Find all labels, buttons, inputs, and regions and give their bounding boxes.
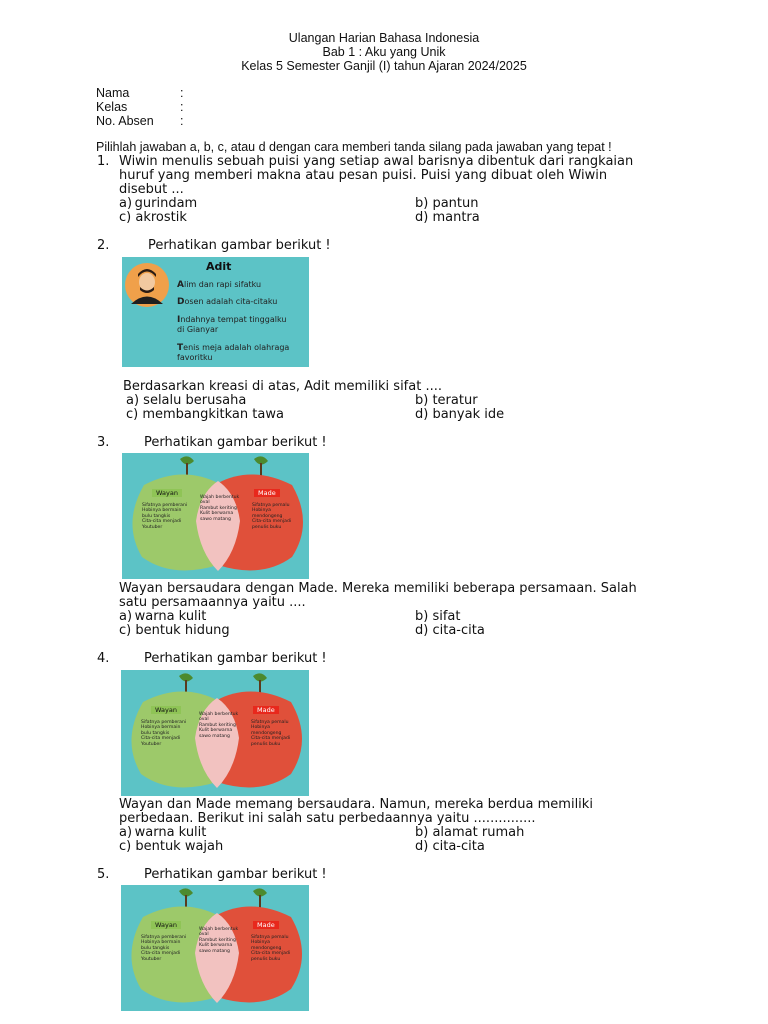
made-traits	[251, 720, 297, 747]
shared-traits	[199, 712, 239, 739]
identity-absen	[96, 114, 183, 128]
venn-apple-image	[121, 885, 309, 1011]
question-text: Wayan dan Made memang bersaudara. Namun, mereka berdua memiliki	[119, 797, 593, 812]
question-number: 4.	[97, 651, 110, 666]
option-a[interactable]: a) warna kulit	[119, 825, 207, 840]
identity-kelas	[96, 100, 183, 114]
poem-line: di Gianyar	[177, 325, 219, 334]
shared-traits	[199, 927, 239, 954]
adit-poem-image	[122, 257, 309, 367]
trait-item: Rambut keriting	[199, 937, 236, 943]
trait-item: Kulit berwarna sawo matang	[200, 511, 234, 522]
option-d[interactable]: d) cita-cita	[415, 839, 485, 854]
question-text: satu persamaannya yaitu ....	[119, 595, 306, 610]
question-text: Wiwin menulis sebuah puisi yang setiap awal barisnya dibentuk dari rangkaian	[119, 154, 634, 169]
trait-item: Kulit berwarna sawo matang	[199, 943, 233, 954]
identity-label: Nama	[96, 86, 130, 100]
option-a[interactable]: a) gurindam	[119, 196, 198, 211]
identity-colon: :	[180, 86, 184, 100]
trait-item: Hobinya mendongeng	[251, 725, 282, 736]
question-text: Berdasarkan kreasi di atas, Adit memiliki sifat ....	[123, 379, 442, 394]
doc-class-info: Kelas 5 Semester Ganjil (I) tahun Ajaran 2024/2025	[241, 59, 527, 73]
option-b[interactable]: b) teratur	[415, 393, 478, 408]
made-label: Made	[253, 706, 279, 714]
trait-item: Sifatnya pemalu	[252, 503, 290, 508]
trait-item: Hobinya mendongeng	[251, 940, 282, 951]
trait-item: Rambut keriting	[199, 722, 236, 728]
question-number: 5.	[97, 867, 110, 882]
identity-label: No. Absen	[96, 114, 154, 128]
wayan-traits	[142, 503, 190, 530]
instruction: Pilihlah jawaban a, b, c, atau d dengan cara memberi tanda silang pada jawaban yang tepat !	[96, 140, 612, 154]
question-text: perbedaan. Berikut ini salah satu perbedaannya yaitu ...............	[119, 811, 536, 826]
wayan-label: Wayan	[151, 706, 181, 714]
made-traits	[252, 503, 298, 530]
wayan-traits	[141, 935, 189, 962]
venn-apple-image	[122, 453, 309, 579]
option-a[interactable]: a) selalu berusaha	[126, 393, 247, 408]
wayan-label: Wayan	[151, 921, 181, 929]
made-label: Made	[254, 489, 280, 497]
wayan-label: Wayan	[152, 489, 182, 497]
option-b[interactable]: b) pantun	[415, 196, 479, 211]
option-c[interactable]: c) bentuk wajah	[119, 839, 224, 854]
trait-item: Hobinya mendongeng	[252, 508, 283, 519]
wayan-traits	[141, 720, 189, 747]
trait-item: Cita-cita menjadi Youtuber	[142, 519, 182, 530]
doc-title: Ulangan Harian Bahasa Indonesia	[288, 31, 480, 45]
poem-line: favoritku	[177, 353, 213, 362]
poem-line: Indahnya tempat tinggalku	[177, 315, 287, 325]
identity-colon: :	[180, 114, 184, 128]
identity-label: Kelas	[96, 100, 128, 114]
option-c[interactable]: c) membangkitkan tawa	[126, 407, 284, 422]
question-text: Wayan bersaudara dengan Made. Mereka memiliki beberapa persamaan. Salah	[119, 581, 637, 596]
poem-title: Adit	[206, 260, 232, 273]
trait-item: Cita-cita menjadi penulis buku	[251, 951, 291, 962]
question-prompt: Perhatikan gambar berikut !	[144, 867, 327, 882]
poem-line: Alim dan rapi sifatku	[177, 280, 262, 290]
made-label: Made	[253, 921, 279, 929]
question-prompt: Perhatikan gambar berikut !	[148, 238, 331, 253]
trait-item: Cita-cita menjadi penulis buku	[252, 519, 292, 530]
question-number: 2.	[97, 238, 110, 253]
option-b[interactable]: b) alamat rumah	[415, 825, 525, 840]
question-number: 1.	[97, 154, 110, 169]
made-traits	[251, 935, 297, 962]
trait-item: Cita-cita menjadi Youtuber	[141, 951, 181, 962]
trait-item: Hobinya bermain bulu tangkis	[141, 725, 181, 736]
trait-item: Hobinya bermain bulu tangkis	[142, 508, 182, 519]
option-c[interactable]: c) bentuk hidung	[119, 623, 230, 638]
trait-item: Sifatnya pemberani	[141, 720, 187, 725]
option-a[interactable]: a) warna kulit	[119, 609, 207, 624]
option-d[interactable]: d) mantra	[415, 210, 480, 225]
trait-item: Wajah berbentuk oval	[200, 495, 240, 506]
shared-traits	[200, 495, 240, 522]
trait-item: Kulit berwarna sawo matang	[199, 728, 233, 739]
trait-item: Cita-cita menjadi Youtuber	[141, 736, 181, 747]
trait-item: Sifatnya pemberani	[141, 935, 187, 940]
doc-chapter: Bab 1 : Aku yang Unik	[322, 45, 446, 59]
venn-apple-image	[121, 670, 309, 796]
poem-line: Dosen adalah cita-citaku	[177, 297, 278, 307]
question-text: huruf yang memberi makna atau pesan puisi. Puisi yang dibuat oleh Wiwin	[119, 168, 608, 183]
trait-item: Hobinya bermain bulu tangkis	[141, 940, 181, 951]
option-c[interactable]: c) akrostik	[119, 210, 187, 225]
poem-line: Tenis meja adalah olahraga	[177, 343, 290, 353]
trait-item: Sifatnya pemberani	[142, 503, 188, 508]
trait-item: Cita-cita menjadi penulis buku	[251, 736, 291, 747]
trait-item: Wajah berbentuk oval	[199, 712, 239, 723]
option-d[interactable]: d) cita-cita	[415, 623, 485, 638]
question-prompt: Perhatikan gambar berikut !	[144, 435, 327, 450]
trait-item: Rambut keriting	[200, 505, 237, 511]
option-b[interactable]: b) sifat	[415, 609, 461, 624]
question-prompt: Perhatikan gambar berikut !	[144, 651, 327, 666]
identity-nama	[96, 86, 183, 100]
question-text: disebut ...	[119, 182, 184, 197]
identity-colon: :	[180, 100, 184, 114]
trait-item: Sifatnya pemalu	[251, 935, 289, 940]
option-d[interactable]: d) banyak ide	[415, 407, 505, 422]
trait-item: Sifatnya pemalu	[251, 720, 289, 725]
question-number: 3.	[97, 435, 110, 450]
trait-item: Wajah berbentuk oval	[199, 927, 239, 938]
